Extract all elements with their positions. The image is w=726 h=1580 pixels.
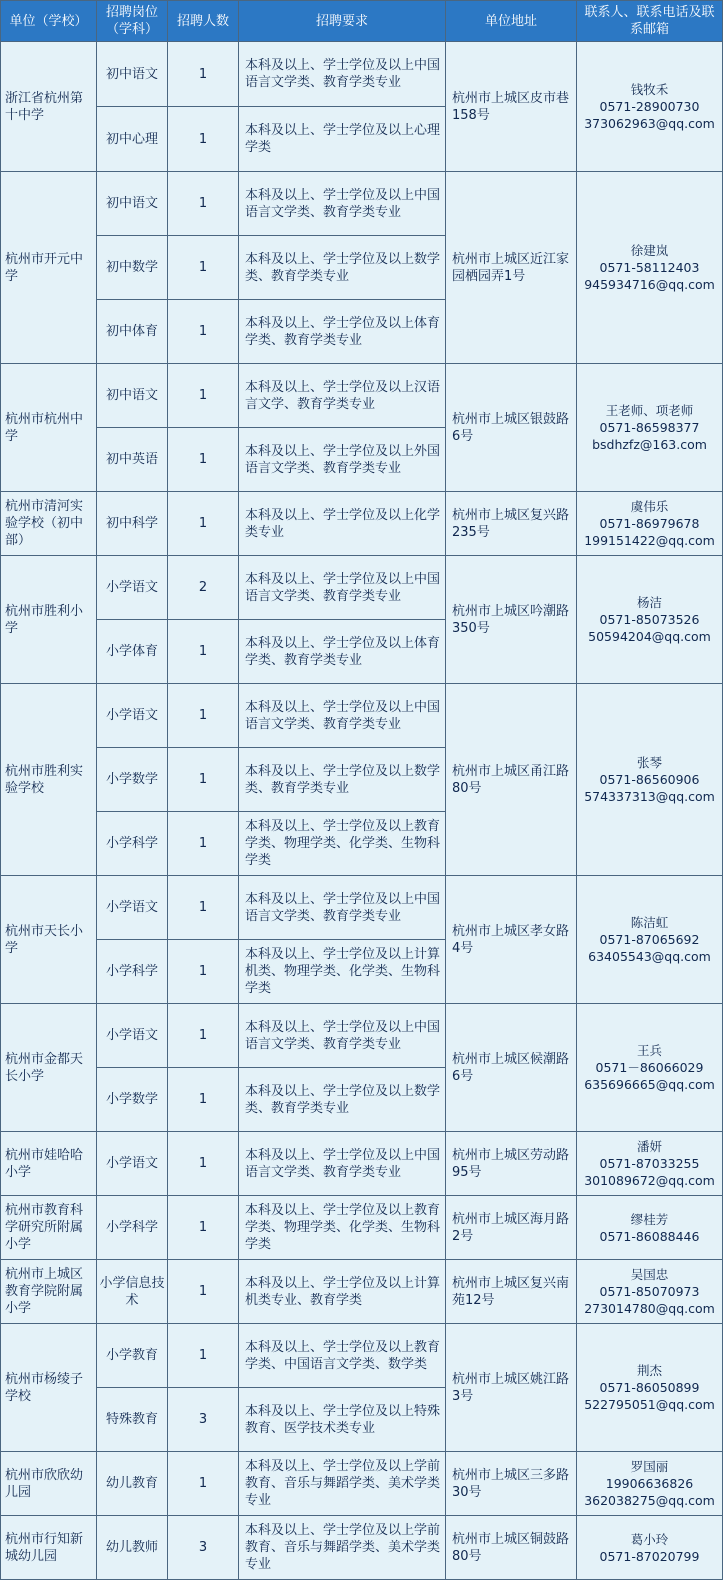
table-row <box>1 42 723 107</box>
post-name: 初中语文 <box>97 42 168 107</box>
table-header <box>1 1 723 42</box>
requirements: 本科及以上、学士学位及以上计算机类专业、教育学类 <box>239 1260 446 1324</box>
post-name: 小学体育 <box>97 620 168 684</box>
header-unit: 单位（学校） <box>1 1 97 42</box>
table-row <box>1 364 723 428</box>
header-requirements: 招聘要求 <box>239 1 446 42</box>
table-row <box>1 1260 723 1324</box>
hire-count: 1 <box>168 300 239 364</box>
post-name: 小学科学 <box>97 812 168 876</box>
contact-info: 钱牧禾 0571-28900730 373062963@qq.com <box>577 42 723 172</box>
header-address: 单位地址 <box>446 1 577 42</box>
hire-count: 1 <box>168 107 239 172</box>
requirements: 本科及以上、学士学位及以上数学类、教育学类专业 <box>239 748 446 812</box>
unit-address: 杭州市上城区近江家园栖园弄1号 <box>446 172 577 364</box>
header-post: 招聘岗位（学科） <box>97 1 168 42</box>
contact-info: 张琴 0571-86560906 574337313@qq.com <box>577 684 723 876</box>
unit-address: 杭州市上城区复兴路235号 <box>446 492 577 556</box>
table-row <box>1 876 723 940</box>
requirements: 本科及以上、学士学位及以上教育学类、物理学类、化学类、生物科学类 <box>239 812 446 876</box>
unit-name: 杭州市行知新城幼儿园 <box>1 1516 97 1580</box>
unit-name: 杭州市开元中学 <box>1 172 97 364</box>
hire-count: 1 <box>168 876 239 940</box>
hire-count: 1 <box>168 492 239 556</box>
requirements: 本科及以上、学士学位及以上中国语言文学类、教育学类专业 <box>239 1132 446 1196</box>
post-name: 小学科学 <box>97 1196 168 1260</box>
header-count: 招聘人数 <box>168 1 239 42</box>
contact-info: 潘妍 0571-87033255 301089672@qq.com <box>577 1132 723 1196</box>
post-name: 初中语文 <box>97 172 168 236</box>
unit-name: 杭州市教育科学研究所附属小学 <box>1 1196 97 1260</box>
post-name: 小学语文 <box>97 876 168 940</box>
hire-count: 3 <box>168 1388 239 1452</box>
unit-address: 杭州市上城区复兴南苑12号 <box>446 1260 577 1324</box>
post-name: 小学语文 <box>97 1004 168 1068</box>
table-row <box>1 172 723 236</box>
unit-name: 杭州市胜利小学 <box>1 556 97 684</box>
hire-count: 1 <box>168 1196 239 1260</box>
hire-count: 1 <box>168 812 239 876</box>
table-row <box>1 1324 723 1388</box>
unit-address: 杭州市上城区海月路2号 <box>446 1196 577 1260</box>
post-name: 小学语文 <box>97 556 168 620</box>
hire-count: 1 <box>168 1324 239 1388</box>
post-name: 初中心理 <box>97 107 168 172</box>
table-row <box>1 1452 723 1516</box>
hire-count: 1 <box>168 236 239 300</box>
hire-count: 3 <box>168 1516 239 1580</box>
unit-address: 杭州市上城区劳动路95号 <box>446 1132 577 1196</box>
hire-count: 2 <box>168 556 239 620</box>
requirements: 本科及以上、学士学位及以上教育学类、物理学类、化学类、生物科学类 <box>239 1196 446 1260</box>
hire-count: 1 <box>168 1260 239 1324</box>
header-row <box>1 1 723 42</box>
table-row <box>1 1004 723 1068</box>
requirements: 本科及以上、学士学位及以上教育学类、中国语言文学类、数学类 <box>239 1324 446 1388</box>
post-name: 初中英语 <box>97 428 168 492</box>
contact-info: 虞伟乐 0571-86979678 199151422@qq.com <box>577 492 723 556</box>
contact-info: 陈洁虹 0571-87065692 63405543@qq.com <box>577 876 723 1004</box>
requirements: 本科及以上、学士学位及以上外国语言文学类、教育学类专业 <box>239 428 446 492</box>
header-contact: 联系人、联系电话及联系邮箱 <box>577 1 723 42</box>
unit-address: 杭州市上城区银鼓路6号 <box>446 364 577 492</box>
unit-name: 杭州市清河实验学校（初中部） <box>1 492 97 556</box>
contact-info: 徐建岚 0571-58112403 945934716@qq.com <box>577 172 723 364</box>
unit-name: 杭州市金都天长小学 <box>1 1004 97 1132</box>
table-row <box>1 1516 723 1580</box>
post-name: 小学语文 <box>97 684 168 748</box>
post-name: 初中语文 <box>97 364 168 428</box>
unit-address: 杭州市上城区吟潮路350号 <box>446 556 577 684</box>
unit-address: 杭州市上城区候潮路6号 <box>446 1004 577 1132</box>
post-name: 初中科学 <box>97 492 168 556</box>
contact-info: 荆杰 0571-86050899 522795051@qq.com <box>577 1324 723 1452</box>
table-row <box>1 1196 723 1260</box>
hire-count: 1 <box>168 1132 239 1196</box>
requirements: 本科及以上、学士学位及以上计算机类、物理学类、化学类、生物科学类 <box>239 940 446 1004</box>
requirements: 本科及以上、学士学位及以上中国语言文学类、教育学类专业 <box>239 876 446 940</box>
table-row <box>1 684 723 748</box>
contact-info: 葛小玲 0571-87020799 <box>577 1516 723 1580</box>
unit-name: 杭州市杭州中学 <box>1 364 97 492</box>
table-body <box>1 42 723 1580</box>
unit-address: 杭州市上城区姚江路3号 <box>446 1324 577 1452</box>
table-row <box>1 492 723 556</box>
contact-info: 缪桂芳 0571-86088446 <box>577 1196 723 1260</box>
contact-info: 吴国忠 0571-85070973 273014780@qq.com <box>577 1260 723 1324</box>
requirements: 本科及以上、学士学位及以上汉语言文学、教育学类专业 <box>239 364 446 428</box>
hire-count: 1 <box>168 1452 239 1516</box>
unit-name: 杭州市娃哈哈小学 <box>1 1132 97 1196</box>
unit-name: 浙江省杭州第十中学 <box>1 42 97 172</box>
contact-info: 王兵 0571－86066029 635696665@qq.com <box>577 1004 723 1132</box>
post-name: 幼儿教育 <box>97 1452 168 1516</box>
requirements: 本科及以上、学士学位及以上学前教育、音乐与舞蹈学类、美术学类专业 <box>239 1452 446 1516</box>
post-name: 小学语文 <box>97 1132 168 1196</box>
hire-count: 1 <box>168 428 239 492</box>
contact-info: 杨洁 0571-85073526 50594204@qq.com <box>577 556 723 684</box>
contact-info: 罗国丽 19906636826 362038275@qq.com <box>577 1452 723 1516</box>
requirements: 本科及以上、学士学位及以上中国语言文学类、教育学类专业 <box>239 556 446 620</box>
post-name: 初中数学 <box>97 236 168 300</box>
table-row <box>1 1132 723 1196</box>
requirements: 本科及以上、学士学位及以上中国语言文学类、教育学类专业 <box>239 172 446 236</box>
requirements: 本科及以上、学士学位及以上中国语言文学类、教育学类专业 <box>239 684 446 748</box>
unit-address: 杭州市上城区皮市巷158号 <box>446 42 577 172</box>
unit-name: 杭州市杨绫子学校 <box>1 1324 97 1452</box>
unit-address: 杭州市上城区三多路30号 <box>446 1452 577 1516</box>
post-name: 初中体育 <box>97 300 168 364</box>
contact-info: 王老师、项老师 0571-86598377 bsdhzfz@163.com <box>577 364 723 492</box>
requirements: 本科及以上、学士学位及以上学前教育、音乐与舞蹈学类、美术学类专业 <box>239 1516 446 1580</box>
hire-count: 1 <box>168 748 239 812</box>
requirements: 本科及以上、学士学位及以上中国语言文学类、教育学类专业 <box>239 1004 446 1068</box>
post-name: 小学教育 <box>97 1324 168 1388</box>
hire-count: 1 <box>168 1068 239 1132</box>
post-name: 小学科学 <box>97 940 168 1004</box>
requirements: 本科及以上、学士学位及以上数学类、教育学类专业 <box>239 236 446 300</box>
requirements: 本科及以上、学士学位及以上数学类、教育学类专业 <box>239 1068 446 1132</box>
requirements: 本科及以上、学士学位及以上中国语言文学类、教育学类专业 <box>239 42 446 107</box>
table-row <box>1 556 723 620</box>
unit-address: 杭州市上城区孝女路4号 <box>446 876 577 1004</box>
requirements: 本科及以上、学士学位及以上心理学类 <box>239 107 446 172</box>
unit-address: 杭州市上城区铜鼓路80号 <box>446 1516 577 1580</box>
requirements: 本科及以上、学士学位及以上特殊教育、医学技术类专业 <box>239 1388 446 1452</box>
unit-name: 杭州市上城区教育学院附属小学 <box>1 1260 97 1324</box>
post-name: 小学数学 <box>97 748 168 812</box>
hire-count: 1 <box>168 684 239 748</box>
post-name: 幼儿教师 <box>97 1516 168 1580</box>
post-name: 小学数学 <box>97 1068 168 1132</box>
post-name: 特殊教育 <box>97 1388 168 1452</box>
hire-count: 1 <box>168 940 239 1004</box>
unit-name: 杭州市欣欣幼儿园 <box>1 1452 97 1516</box>
unit-name: 杭州市天长小学 <box>1 876 97 1004</box>
hire-count: 1 <box>168 42 239 107</box>
unit-address: 杭州市上城区甬江路80号 <box>446 684 577 876</box>
requirements: 本科及以上、学士学位及以上体育学类、教育学类专业 <box>239 620 446 684</box>
hire-count: 1 <box>168 1004 239 1068</box>
hire-count: 1 <box>168 364 239 428</box>
unit-name: 杭州市胜利实验学校 <box>1 684 97 876</box>
hire-count: 1 <box>168 172 239 236</box>
requirements: 本科及以上、学士学位及以上化学类专业 <box>239 492 446 556</box>
post-name: 小学信息技术 <box>97 1260 168 1324</box>
requirements: 本科及以上、学士学位及以上体育学类、教育学类专业 <box>239 300 446 364</box>
hire-count: 1 <box>168 620 239 684</box>
